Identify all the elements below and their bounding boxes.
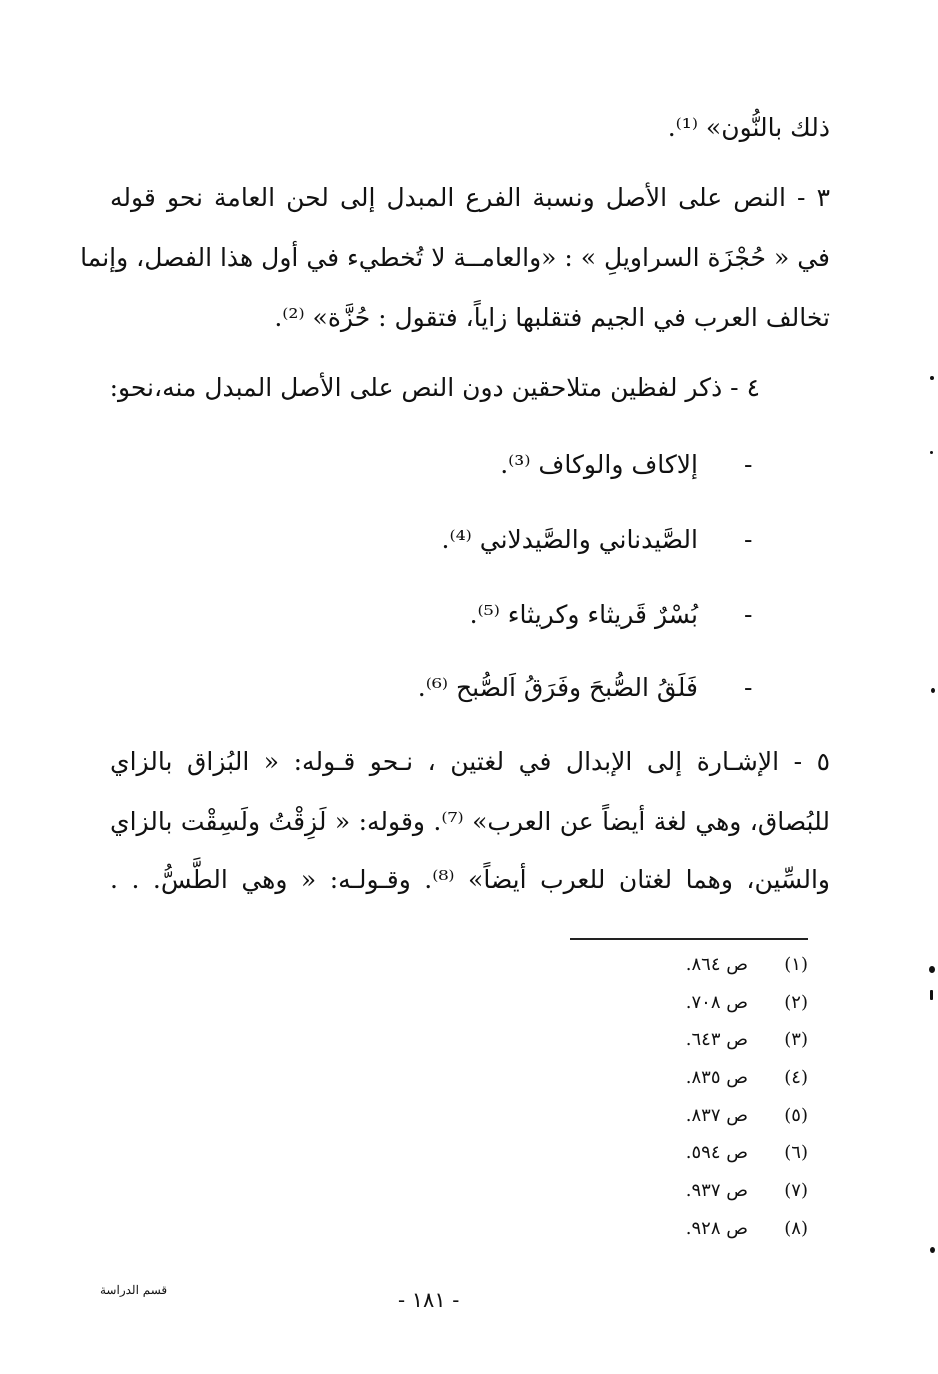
body-line-5: ٤ - ذكر لفظين متلاحقين دون النص على الأصل المبدل منه،نحو: [109,373,760,402]
footnote-4 [686,1065,808,1091]
scan-speck [929,966,935,973]
footnote-number: (٢) [784,992,808,1013]
para5-line-2: للبُصاق، وهي لغة أيضاً عن العرب» ⁽⁷⁾. وقوله: « لَزِقْتُ ولَسِقْت بالزاي [110,807,830,836]
bullet-item-4: فَلَقُ الصُّبحَ وفَرَقُ اَلصُّبح ⁽⁶⁾. [417,673,698,702]
para5-line-1: ٥ - الإشـارة إلى الإبدال في لغتين ، نـحو قـوله: « البُزاق بالزاي [110,747,830,776]
footnote-5 [686,1103,808,1129]
bullet-item-3: بُسْرٌ قَريثاء وكريثاء ⁽⁵⁾. [469,600,698,629]
scan-speck [930,990,933,1000]
footnote-number: (٤) [784,1067,808,1088]
footnote-2 [686,990,808,1016]
bullet-mark-1: - [744,450,753,479]
bullet-mark-4: - [744,673,753,702]
footnote-number: (٦) [784,1142,808,1163]
footnote-ref: ص ٥٩٤. [685,1142,748,1163]
body-line-4: تخالف العرب في الجيم فتقلبها زاياً، فتقول : حُزَّة» ⁽²⁾. [274,303,830,332]
footnote-number: (٨) [784,1218,808,1239]
section-label: قسم الدراسة [100,1283,168,1297]
scan-speck [931,688,935,693]
footnote-ref: ص ٩٣٧. [685,1180,748,1201]
footnote-ref: ص ٨٣٧. [685,1105,748,1126]
footnote-7 [686,1178,808,1204]
bullet-item-1: إلاكاف والوكاف ⁽³⁾. [500,450,698,479]
footnote-8 [686,1216,808,1242]
footnote-number: (٧) [784,1180,808,1201]
page-number: - ١٨١ - [398,1288,460,1312]
body-line-3: في « حُجْزَة السراويلِ » : «والعامــة لا تُخطيء في أول هذا الفصل، وإنما [80,243,830,272]
footnote-number: (١) [784,954,808,975]
footnote-ref: ص ٩٢٨. [685,1218,748,1239]
bullet-mark-2: - [744,525,753,554]
body-line-2: ٣ - النص على الأصل ونسبة الفرع المبدل إلى لحن العامة نحو قوله [110,183,830,212]
bullet-item-2: الصَّيدناني والصَّيدلاني ⁽⁴⁾. [441,525,698,554]
footnote-ref: ص ٦٤٣. [685,1029,748,1050]
footnote-number: (٥) [784,1105,808,1126]
bullet-mark-3: - [744,600,753,629]
footnote-3 [686,1027,808,1053]
footnote-separator [570,938,808,940]
footnote-ref: ص ٨٣٥. [685,1067,748,1088]
body-line-1: ذلك بالنُّون» ⁽¹⁾. [667,113,830,142]
para5-line-3: والسِّين، وهما لغتان للعرب أيضاً» ⁽⁸⁾. وقـولـه: « وهي الطَّسُّ. . . [110,865,830,894]
scan-speck [930,376,934,380]
footnote-6 [686,1140,808,1166]
footnote-number: (٣) [784,1029,808,1050]
scan-speck [930,1247,935,1253]
scan-speck [930,451,933,454]
footnote-ref: ص ٧٠٨. [685,992,748,1013]
footnote-1 [686,952,808,978]
footnote-ref: ص ٨٦٤. [685,954,748,975]
